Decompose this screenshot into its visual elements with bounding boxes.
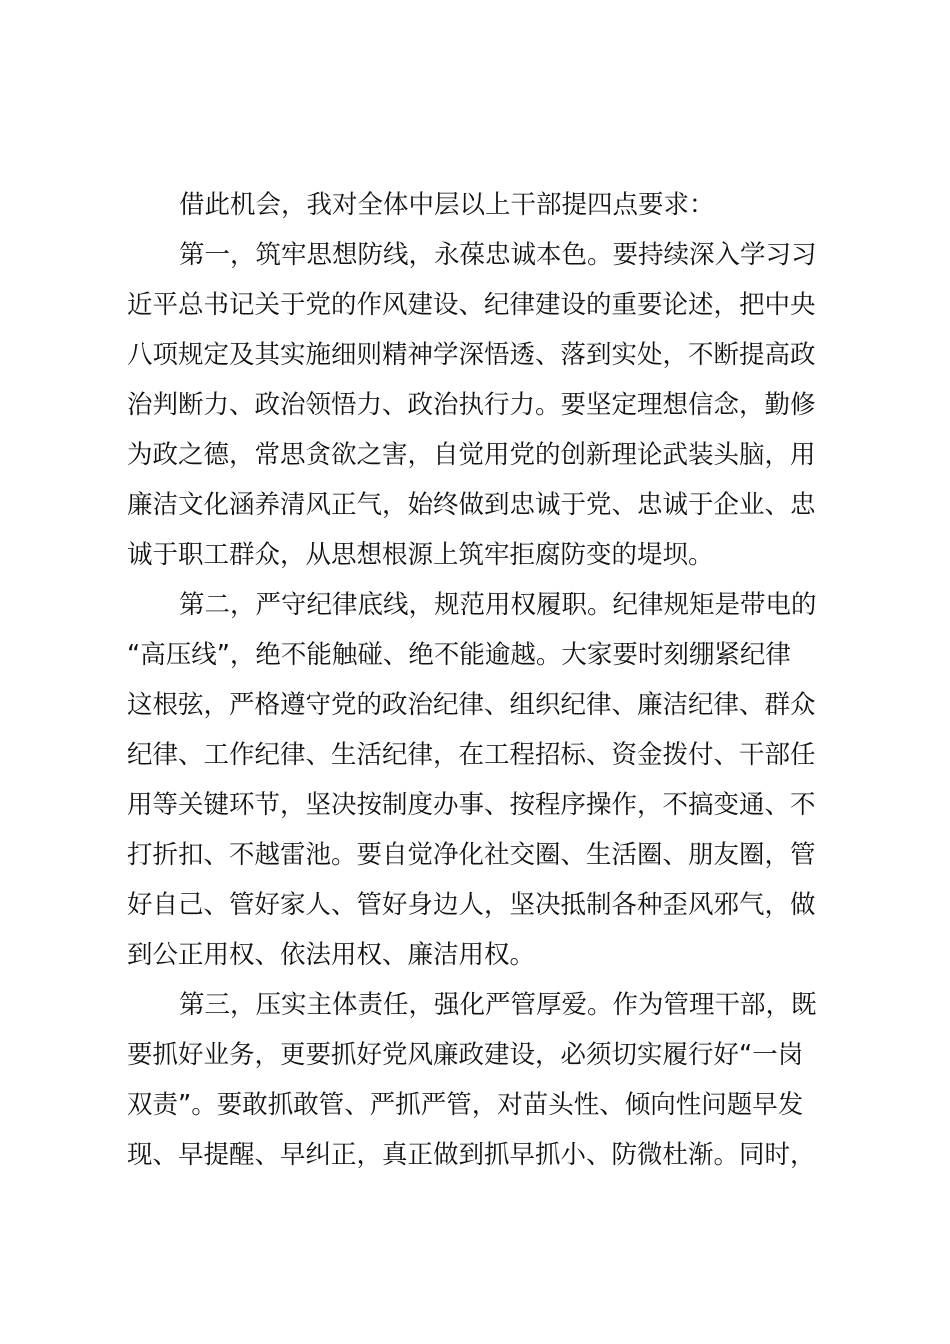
text-line: 借此机会，我对全体中层以上干部提四点要求： <box>179 190 715 220</box>
text-line: 廉洁文化涵养清风正气，始终做到忠诚于党、忠诚于企业、忠 <box>127 490 816 520</box>
text-line: 第三，压实主体责任，强化严管厚爱。作为管理干部，既 <box>179 990 817 1020</box>
text-line: 要抓好业务，更要抓好党风廉政建设，必须切实履行好“一岗 <box>127 1040 804 1070</box>
document-page <box>127 180 833 1180</box>
paragraph-intro <box>127 180 833 230</box>
text-line: 打折扣、不越雷池。要自觉净化社交圈、生活圈、朋友圈，管 <box>127 840 816 870</box>
text-line: 现、早提醒、早纠正，真正做到抓早抓小、防微杜渐。同时， <box>127 1140 816 1170</box>
paragraph-point-1 <box>127 230 833 580</box>
text-line: 这根弦，严格遵守党的政治纪律、组织纪律、廉洁纪律、群众 <box>127 690 816 720</box>
text-line: 治判断力、政治领悟力、政治执行力。要坚定理想信念，勤修 <box>127 390 816 420</box>
text-line: 诚于职工群众，从思想根源上筑牢拒腐防变的堤坝。 <box>127 540 714 570</box>
text-line: 好自己、管好家人、管好身边人，坚决抵制各种歪风邪气，做 <box>127 890 816 920</box>
text-line: 为政之德，常思贪欲之害，自觉用党的创新理论武装头脑，用 <box>127 440 816 470</box>
text-line: 近平总书记关于党的作风建设、纪律建设的重要论述，把中央 <box>127 290 816 320</box>
text-line: 纪律、工作纪律、生活纪律，在工程招标、资金拨付、干部任 <box>127 740 816 770</box>
paragraph-point-2 <box>127 580 833 980</box>
text-line: 第二，严守纪律底线，规范用权履职。纪律规矩是带电的 <box>179 590 817 620</box>
text-line: “高压线”，绝不能触碰、绝不能逾越。大家要时刻绷紧纪律 <box>127 640 791 670</box>
text-line: 到公正用权、依法用权、廉洁用权。 <box>127 940 536 970</box>
text-line: 第一，筑牢思想防线，永葆忠诚本色。要持续深入学习习 <box>179 240 817 270</box>
text-line: 八项规定及其实施细则精神学深悟透、落到实处，不断提高政 <box>127 340 816 370</box>
paragraph-point-3 <box>127 980 833 1180</box>
text-line: 用等关键环节，坚决按制度办事、按程序操作，不搞变通、不 <box>127 790 816 820</box>
text-line: 双责”。要敢抓敢管、严抓严管，对苗头性、倾向性问题早发 <box>127 1090 804 1120</box>
